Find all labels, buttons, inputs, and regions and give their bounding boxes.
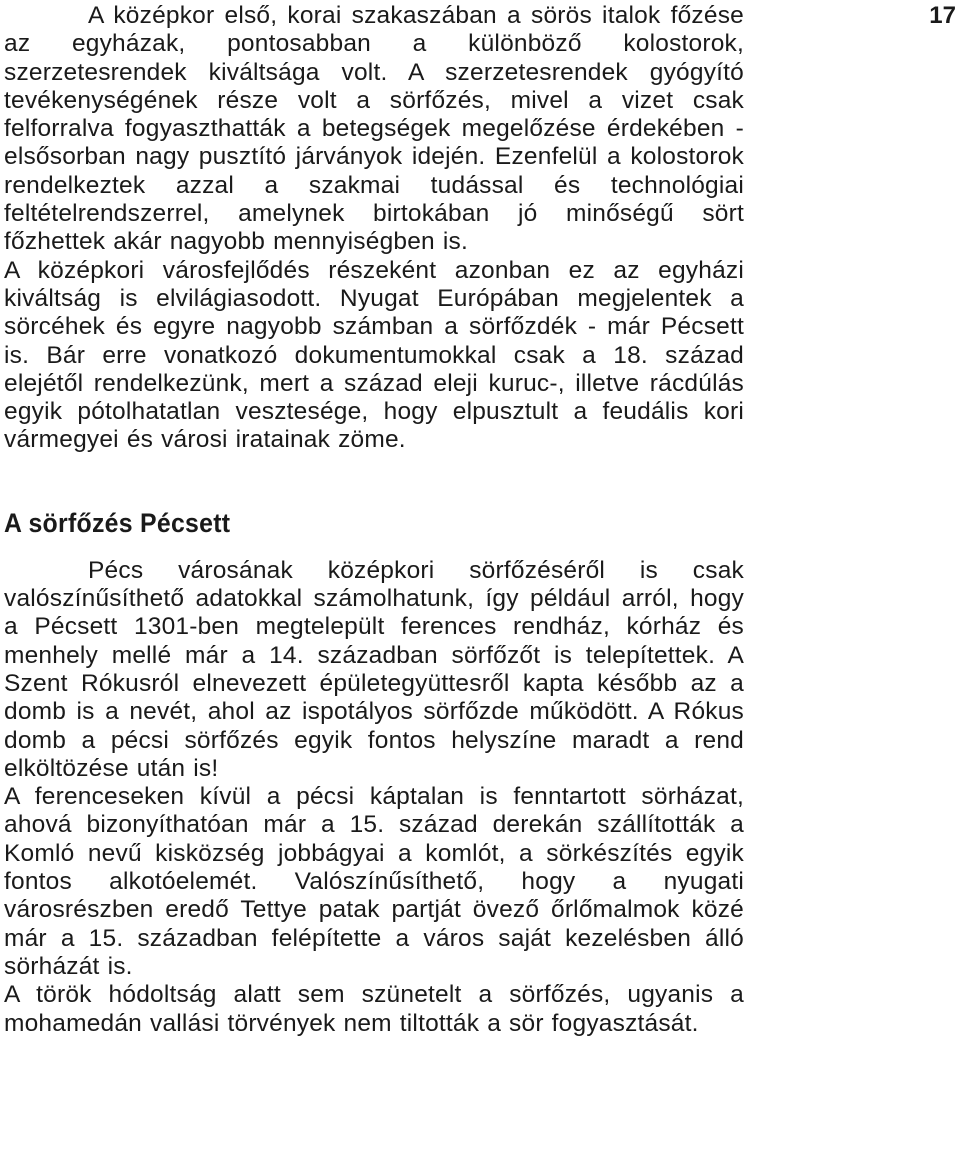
section-paragraph-3: A török hódoltság alatt sem szünetelt a sörfőzés, ugyanis a mohamedán vallási törvények nem tiltották a sör fogyasztását. [4,981,744,1037]
section-heading: A sörfőzés Pécsett [4,507,231,538]
intro-paragraph-2: A középkori városfejlődés részeként azonban ez az egyházi kiváltság is elvilágiasodott. Nyugat Európában megjelentek a sörcéhek és egyre nagyobb számban a sörfőzdék - már Pécsett is. Bár erre vonatkozó dokumentumokkal csak a 18. század elejétől rendelkezünk, mert a század eleji kuruc-, illetve rácdúlás egyik pótolhatatlan vesztesége, hogy elpusztult a feudális kori vármegyei és városi iratainak zöme. [4,256,744,454]
page-number: 17 [929,2,956,29]
intro-paragraph-1: A középkor első, korai szakaszában a sörös italok főzése az egyházak, pontosabban a különböző kolostorok, szerzetesrendek kiváltsága volt. A szerzetesrendek gyógyító tevékenységének része volt a sörfőzés, mivel a vizet csak felforralva fogyaszthatták a betegségek megelőzése érdekében - elsősorban nagy pusztító járványok idején. Ezenfelül a kolostorok rendelkeztek azzal a szakmai tudással és technológiai feltételrendszerrel, amelynek birtokában jó minőségű sört főzhettek akár nagyobb mennyiségben is. [4,2,744,256]
document-page [4,2,744,1038]
section-paragraph-1: Pécs városának középkori sörfőzéséről is csak valószínűsíthető adatokkal számolhatunk, így például arról, hogy a Pécsett 1301-ben megtelepült ferences rendház, kórház és menhely mellé már a 14. században sörfőzőt is telepítettek. A Szent Rókusról elnevezett épületegyüttesről kapta később az a domb is a nevét, ahol az ispotályos sörfőzde működött. A Rókus domb a pécsi sörfőzés egyik fontos helyszíne maradt a rend elköltözése után is! [4,556,744,782]
section-paragraph-2: A ferenceseken kívül a pécsi káptalan is fenntartott sörházat, ahová bizonyíthatóan már a 15. század derekán szállították a Komló nevű kisközség jobbágyai a komlót, a sörkészítés egyik fontos alkotóelemét. Valószínűsíthető, hogy a nyugati városrészben eredő Tettye patak partját övező őrlőmalmok közé már a 15. században felépítette a város saját kezelésben álló sörházát is. [4,783,744,980]
